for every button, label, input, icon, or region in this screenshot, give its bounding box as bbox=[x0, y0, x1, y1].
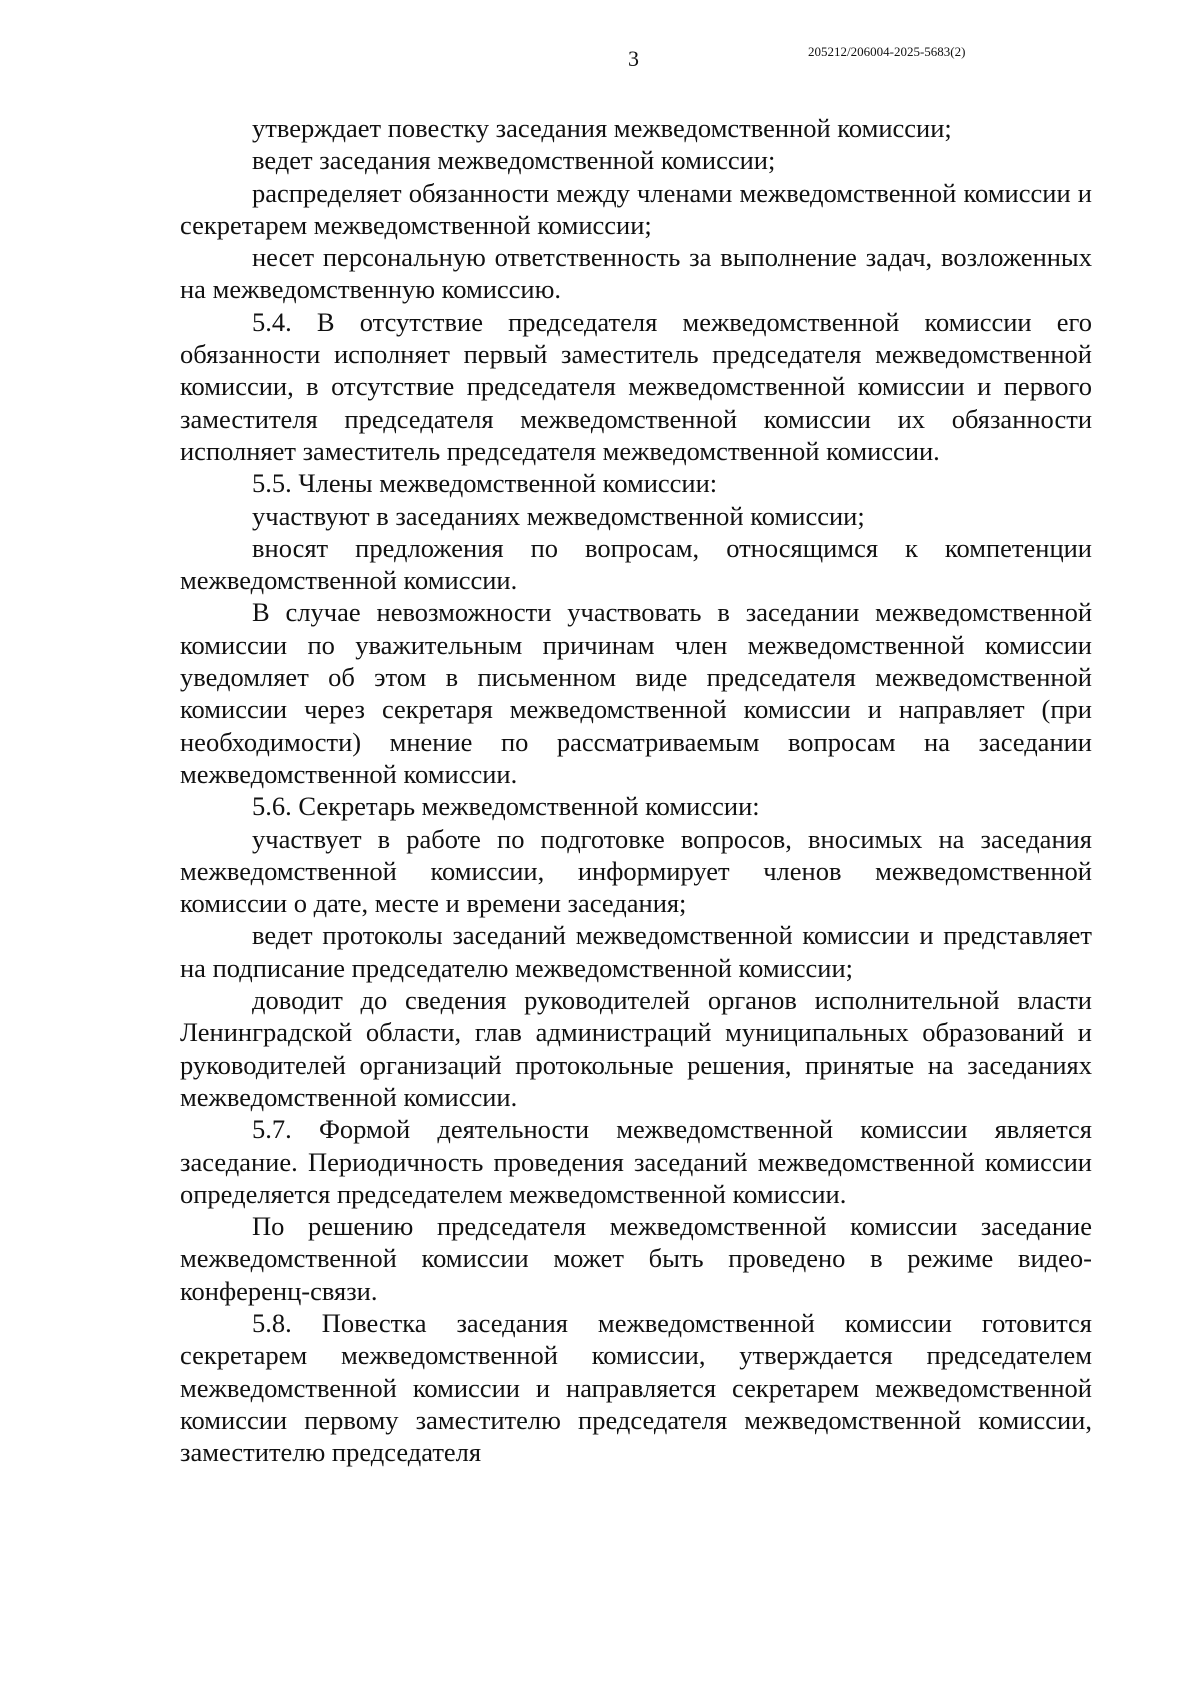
paragraph: несет персональную ответственность за выполнение задач, возложенных на межведомственную комиссию. bbox=[180, 242, 1092, 305]
paragraph: 5.5. Члены межведомственной комиссии: bbox=[252, 468, 718, 499]
page-number: 3 bbox=[628, 46, 639, 71]
document-body bbox=[180, 112, 1092, 1468]
paragraph: В случае невозможности участвовать в заседании межведомственной комиссии по уважительным причинам член межведомственной комиссии уведомляет об этом в письменном виде председателя межведомственной комиссии через секретаря межведомственной комиссии и направляет (при необходимости) мнение по рассматриваемым вопросам на заседании межведомственной комиссии. bbox=[180, 597, 1092, 789]
paragraph: 5.7. Формой деятельности межведомственной комиссии является заседание. Периодичность проведения заседаний межведомственной комиссии определяется председателем межведомственной комиссии. bbox=[180, 1114, 1092, 1209]
paragraph: участвуют в заседаниях межведомственной комиссии; bbox=[252, 500, 865, 531]
paragraph: ведет заседания межведомственной комиссии; bbox=[252, 145, 776, 176]
paragraph: 5.8. Повестка заседания межведомственной комиссии готовится секретарем межведомственной комиссии, утверждается председателем межведомственной комиссии и направляется секретарем межведомственной комиссии первому заместителю председателя межведомственной комиссии, заместителю председателя bbox=[180, 1307, 1092, 1468]
paragraph: доводит до сведения руководителей органов исполнительной власти Ленинградской области, глав администраций муниципальных образований и руководителей организаций протокольные решения, принятые на заседаниях межведомственной комиссии. bbox=[180, 985, 1092, 1112]
paragraph: ведет протоколы заседаний межведомственной комиссии и представляет на подписание председателю межведомственной комиссии; bbox=[180, 920, 1092, 983]
document-code: 205212/206004-2025-5683(2) bbox=[808, 44, 966, 59]
paragraph: участвует в работе по подготовке вопросов, вносимых на заседания межведомственной комиссии, информирует членов межведомственной комиссии о дате, месте и времени заседания; bbox=[180, 823, 1092, 919]
paragraph: 5.6. Секретарь межведомственной комиссии: bbox=[252, 791, 760, 822]
paragraph: По решению председателя межведомственной комиссии заседание межведомственной комиссии может быть проведено в режиме видео-конференц-связи. bbox=[180, 1211, 1092, 1306]
paragraph: вносят предложения по вопросам, относящимся к компетенции межведомственной комиссии. bbox=[180, 532, 1092, 596]
paragraph: распределяет обязанности между членами межведомственной комиссии и секретарем межведомственной комиссии; bbox=[180, 177, 1092, 240]
paragraph: утверждает повестку заседания межведомственной комиссии; bbox=[252, 113, 952, 143]
paragraph: 5.4. В отсутствие председателя межведомственной комиссии его обязанности исполняет первый заместитель председателя межведомственной комиссии, в отсутствие председателя межведомственной комиссии и первого заместителя председателя межведомственной комиссии их обязанности исполняет заместитель председателя межведомственной комиссии. bbox=[180, 306, 1092, 466]
